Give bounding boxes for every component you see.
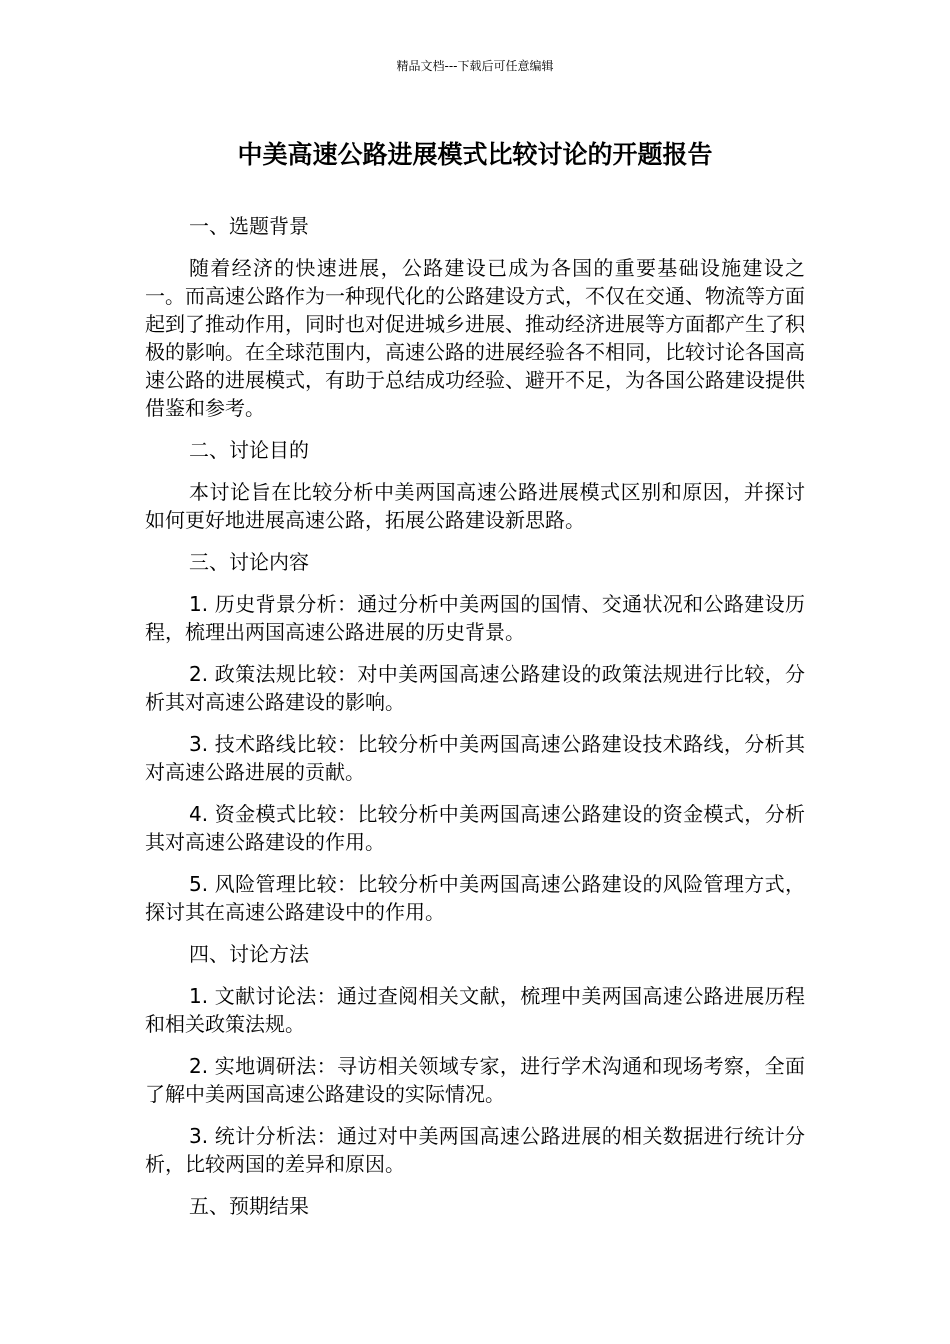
document-body	[145, 212, 805, 1234]
content-item-funding: 4. 资金模式比较：比较分析中美两国高速公路建设的资金模式，分析其对高速公路建设的作用。	[145, 802, 805, 854]
content-item-risk: 5. 风险管理比较：比较分析中美两国高速公路建设的风险管理方式，探讨其在高速公路建设中的作用。	[145, 872, 805, 924]
method-item-literature: 1. 文献讨论法：通过查阅相关文献，梳理中美两国高速公路进展历程和相关政策法规。	[145, 984, 805, 1036]
section-heading-expected-results: 五、预期结果	[189, 1194, 309, 1218]
section-heading-methods: 四、讨论方法	[189, 942, 309, 966]
content-item-history: 1. 历史背景分析：通过分析中美两国的国情、交通状况和公路建设历程，梳理出两国高速公路进展的历史背景。	[145, 592, 805, 644]
purpose-paragraph: 本讨论旨在比较分析中美两国高速公路进展模式区别和原因，并探讨如何更好地进展高速公路，拓展公路建设新思路。	[145, 480, 805, 532]
content-item-technology: 3. 技术路线比较：比较分析中美两国高速公路建设技术路线，分析其对高速公路进展的贡献。	[145, 732, 805, 784]
background-paragraph: 随着经济的快速进展，公路建设已成为各国的重要基础设施建设之一。而高速公路作为一种现代化的公路建设方式，不仅在交通、物流等方面起到了推动作用，同时也对促进城乡进展、推动经济进展等方面都产生了积极的影响。在全球范围内，高速公路的进展经验各不相同，比较讨论各国高速公路的进展模式，有助于总结成功经验、避开不足，为各国公路建设提供借鉴和参考。	[145, 256, 805, 420]
method-item-fieldwork: 2. 实地调研法：寻访相关领域专家，进行学术沟通和现场考察，全面了解中美两国高速公路建设的实际情况。	[145, 1054, 805, 1106]
method-item-statistics: 3. 统计分析法：通过对中美两国高速公路进展的相关数据进行统计分析，比较两国的差异和原因。	[145, 1124, 805, 1176]
section-heading-purpose: 二、讨论目的	[189, 438, 309, 462]
content-item-policy: 2. 政策法规比较：对中美两国高速公路建设的政策法规进行比较，分析其对高速公路建设的影响。	[145, 662, 805, 714]
section-heading-background: 一、选题背景	[189, 214, 309, 238]
document-title: 中美高速公路进展模式比较讨论的开题报告	[237, 140, 713, 169]
page-header: 精品文档---下载后可任意编辑	[396, 59, 554, 73]
section-heading-content: 三、讨论内容	[189, 550, 309, 574]
